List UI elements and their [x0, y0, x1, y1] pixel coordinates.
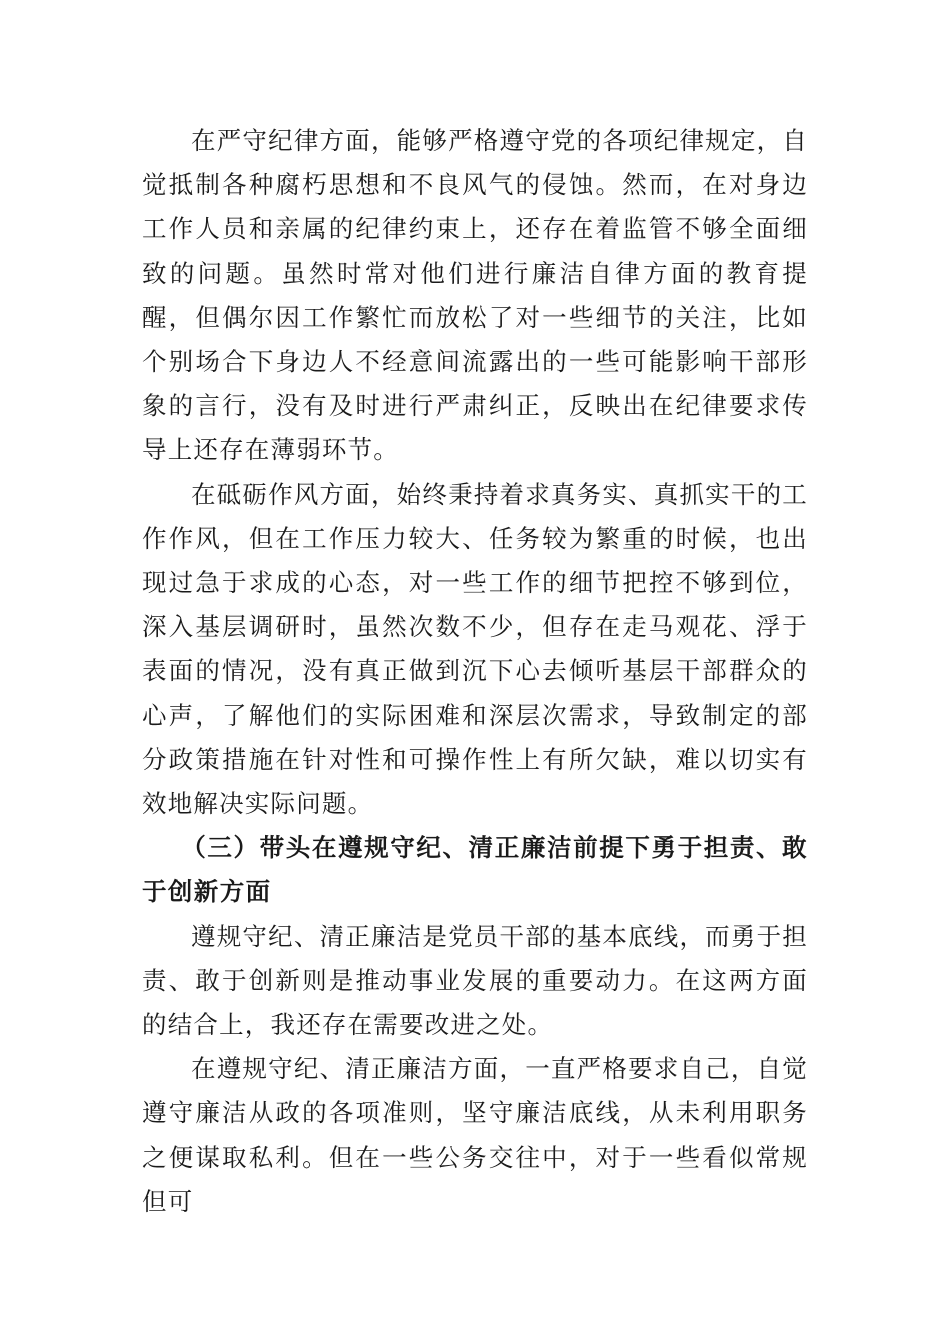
paragraph-section-intro: 遵规守纪、清正廉洁是党员干部的基本底线，而勇于担责、敢于创新则是推动事业发展的重要动力。在这两方面的结合上，我还存在需要改进之处。 — [142, 921, 808, 1040]
paragraph-discipline: 在严守纪律方面，能够严格遵守党的各项纪律规定，自觉抵制各种腐朽思想和不良风气的侵蚀。然而，在对身边工作人员和亲属的纪律约束上，还存在着监管不够全面细致的问题。虽然时常对他们进行廉洁自律方面的教育提醒，但偶尔因工作繁忙而放松了对一些细节的关注，比如个别场合下身边人不经意间流露出的一些可能影响干部形象的言行，没有及时进行严肃纠正，反映出在纪律要求传导上还存在薄弱环节。 — [142, 126, 808, 465]
document-body — [142, 119, 808, 1224]
section-heading: （三）带头在遵规守纪、清正廉洁前提下勇于担责、敢于创新方面 — [142, 833, 808, 907]
paragraph-work-style: 在砥砺作风方面，始终秉持着求真务实、真抓实干的工作作风，但在工作压力较大、任务较为繁重的时候，也出现过急于求成的心态，对一些工作的细节把控不够到位，深入基层调研时，虽然次数不少，但存在走马观花、浮于表面的情况，没有真正做到沉下心去倾听基层干部群众的心声，了解他们的实际困难和深层次需求，导致制定的部分政策措施在针对性和可操作性上有所欠缺，难以切实有效地解决实际问题。 — [142, 479, 808, 819]
paragraph-integrity: 在遵规守纪、清正廉洁方面，一直严格要求自己，自觉遵守廉洁从政的各项准则，坚守廉洁底线，从未利用职务之便谋取私利。但在一些公务交往中，对于一些看似常规但可 — [142, 1054, 808, 1216]
